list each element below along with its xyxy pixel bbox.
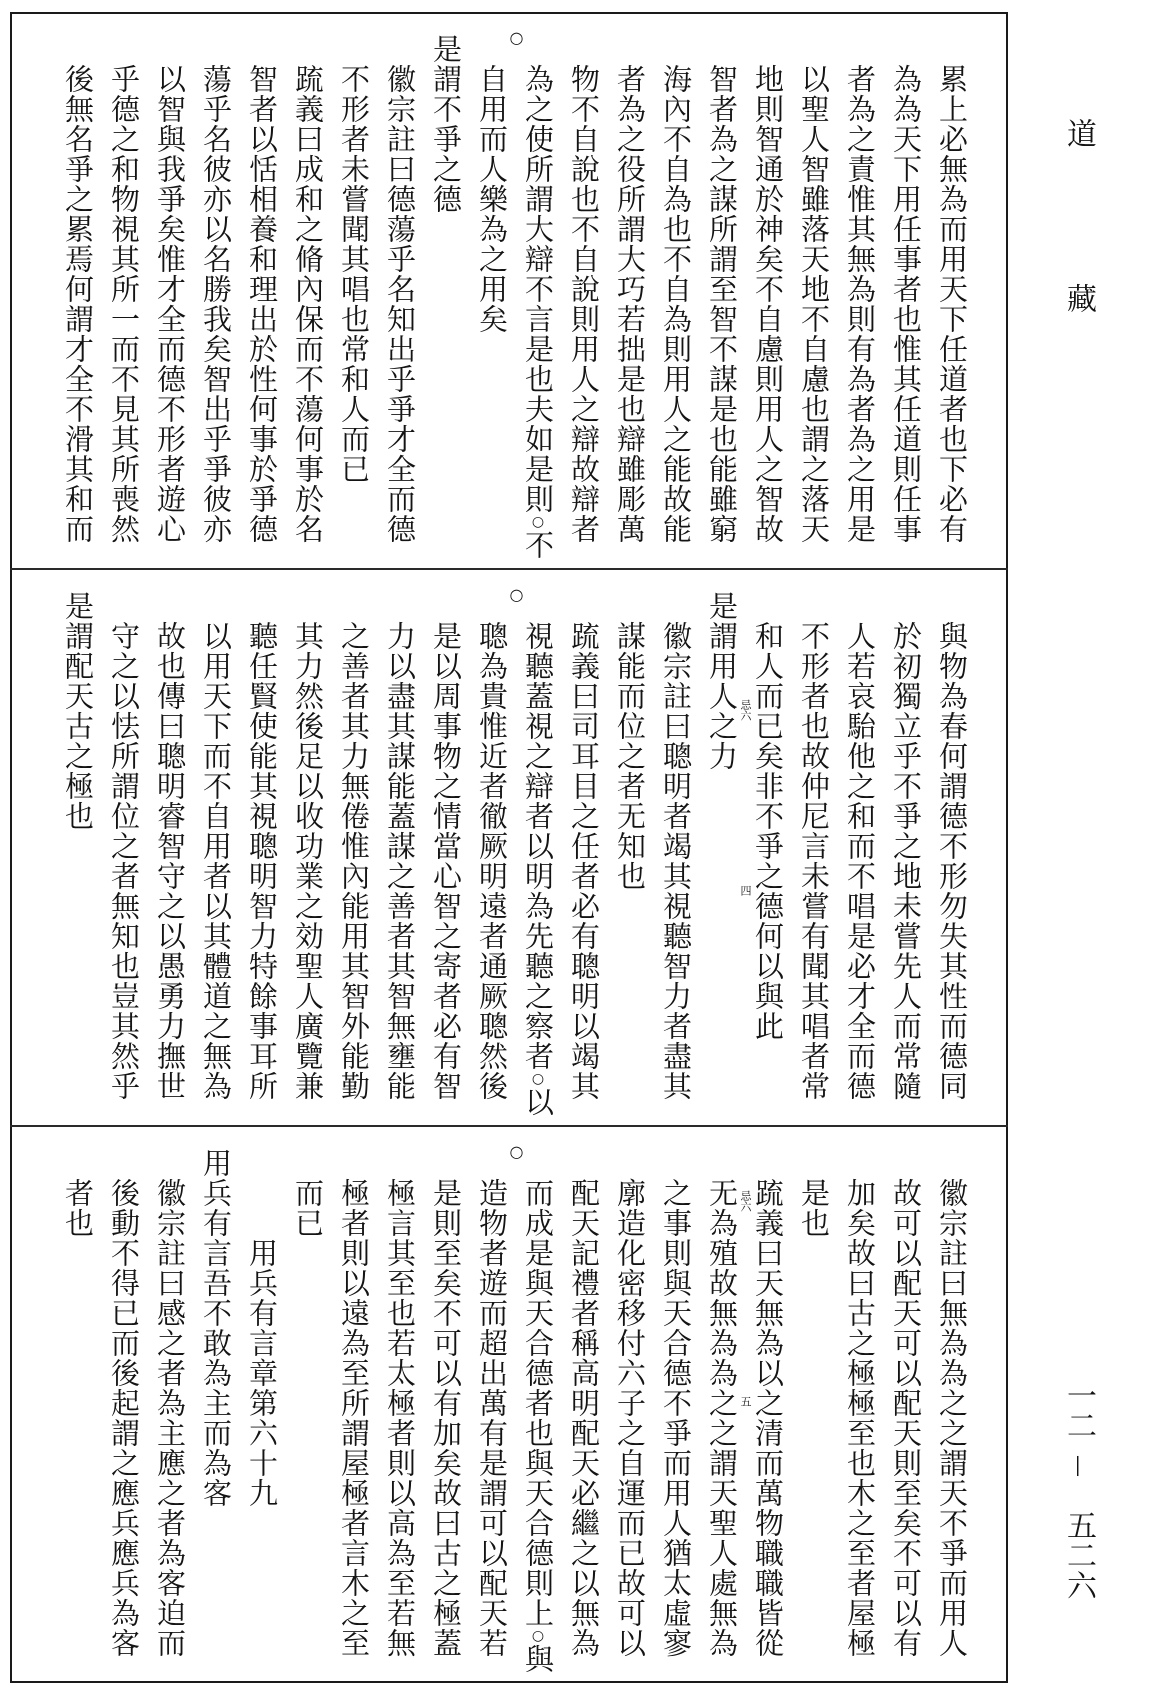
text-column: 以聖人智雖落天地不自慮也謂之落天: [797, 64, 831, 544]
text-column: 乎德之和物視其所一而不見其所喪然: [107, 64, 141, 544]
text-column: 後動不得已而後起謂之應兵應兵為客: [107, 1178, 141, 1658]
column-text: 為之使所謂大辯不言是也夫如是則: [521, 64, 555, 514]
circle-mark: ○: [530, 1628, 546, 1644]
text-column: 而已: [291, 1178, 325, 1238]
text-column: 蕩乎名彼亦以名勝我矣智出乎爭彼亦: [199, 64, 233, 544]
column-text: 與: [521, 1644, 555, 1674]
annotation-note: 忌六: [739, 1190, 752, 1212]
column-text: 不: [521, 530, 555, 560]
text-column: 是則至矣不可以有加矣故曰古之極蓋: [429, 1178, 463, 1658]
text-column: 極者則以遠為至所謂屋極者言木之至: [337, 1178, 371, 1658]
text-column: 為為天下用任事者也惟其任道則任事: [889, 64, 923, 544]
scripture-column: 用兵有言吾不敢為主而為客: [199, 1148, 233, 1508]
scripture-column: 是謂不爭之德: [429, 34, 463, 214]
text-column: 之善者其力無倦惟內能用其智外能勤: [337, 621, 371, 1101]
volume-number: 一二: [1061, 1380, 1096, 1440]
text-column: 力以盡其謀能蓋謀之善者其智無壅能: [383, 621, 417, 1101]
text-column: 聽任賢使能其視聰明智力特餘事耳所: [245, 621, 279, 1101]
text-column: 和人而已矣非不爭之德何以與此: [751, 621, 785, 1041]
text-column: 造物者遊而超出萬有是謂可以配天若: [475, 1178, 509, 1658]
text-column: [518, 64, 558, 560]
text-column: 以用天下而不自用者以其體道之無為: [199, 621, 233, 1101]
text-column: 不形者未嘗聞其唱也常和人而已: [337, 64, 371, 484]
text-column: 徽宗註曰德蕩乎名知出乎爭才全而德: [383, 64, 417, 544]
text-column: 謀能而位之者无知也: [613, 621, 647, 891]
text-column: 不形者也故仲尼言未嘗有聞其唱者常: [797, 621, 831, 1101]
text-column: 自用而人樂為之用矣: [475, 64, 509, 334]
page-number-separator: —: [1066, 1455, 1091, 1477]
text-column: 者也: [61, 1178, 95, 1238]
column-text: 視聽蓋視之辯者以明為先聽之察者: [521, 621, 555, 1071]
column-text: 以: [521, 1087, 555, 1117]
text-column: 海內不自為也不自為則用人之能故能: [659, 64, 693, 544]
text-column: [518, 621, 558, 1117]
text-column: 以智與我爭矣惟才全而德不形者遊心: [153, 64, 187, 544]
text-column: 䟽義曰成和之脩內保而不蕩何事於名: [291, 64, 325, 544]
text-column: 極言其至也若太極者則以高為至若無: [383, 1178, 417, 1658]
text-column: 故可以配天可以配天則至矣不可以有: [889, 1178, 923, 1658]
text-column: 䟽義曰天無為以之清而萬物職職皆從: [751, 1178, 785, 1658]
text-column: 地則智通於神矣不自慮則用人之智故: [751, 64, 785, 544]
text-column: 其力然後足以收功業之効聖人廣覽兼: [291, 621, 325, 1101]
text-column: [518, 1178, 558, 1674]
annotation-note: 五: [739, 1396, 752, 1407]
text-column: 之事則與天合德不爭而用人猶太虛寥: [659, 1178, 693, 1658]
register-middle: [10, 569, 1008, 1126]
text-column: 物不自說也不自說則用人之辯故辯者: [567, 64, 601, 544]
text-column: 加矣故曰古之極極至也木之至者屋極: [843, 1178, 877, 1658]
text-column: 守之以怯所謂位之者無知也豈其然乎: [107, 621, 141, 1101]
register-top: [10, 12, 1008, 569]
text-column: 无為殖故無為為之之謂天聖人處無為: [705, 1178, 739, 1658]
text-column: 徽宗註曰感之者為主應之者為客迫而: [153, 1178, 187, 1658]
page-number: 五二六: [1061, 1510, 1096, 1600]
text-column: 徽宗註曰聰明者竭其視聽智力者盡其: [659, 621, 693, 1101]
text-column: 聰為貴惟近者徹厥明遠者通厥聰然後: [475, 621, 509, 1101]
circle-mark: ○: [507, 28, 526, 47]
text-column: 者為之役所謂大巧若拙是也辯雖彫萬: [613, 64, 647, 544]
text-column: 配天記禮者稱高明配天必繼之以無為: [567, 1178, 601, 1658]
text-column: 累上必無為而用天下任道者也下必有: [935, 64, 969, 544]
text-column: 廓造化密移付六子之自運而已故可以: [613, 1178, 647, 1658]
collection-title-char: 藏: [1061, 283, 1096, 313]
text-column: 後無名爭之累焉何謂才全不滑其和而: [61, 64, 95, 544]
text-column: 於初獨立乎不爭之地未嘗先人而常隨: [889, 621, 923, 1101]
text-column: 故也傳曰聰明睿智守之以愚勇力撫世: [153, 621, 187, 1101]
text-column: 䟽義曰司耳目之任者必有聰明以竭其: [567, 621, 601, 1101]
column-text: 而成是與天合德者也與天合德則上: [521, 1178, 555, 1628]
text-column: 智者以恬相養和理出於性何事於爭德: [245, 64, 279, 544]
circle-mark: ○: [507, 585, 526, 604]
text-column: 智者為之謀所謂至智不謀是也能雖窮: [705, 64, 739, 544]
scripture-column: 是謂配天古之極也: [61, 591, 95, 831]
text-column: 者為之責惟其無為則有為者為之用是: [843, 64, 877, 544]
text-column: 是以周事物之情當心智之寄者必有智: [429, 621, 463, 1101]
text-column: 徽宗註曰無為為之之謂天不爭而用人: [935, 1178, 969, 1658]
text-column: 是也: [797, 1178, 831, 1238]
annotation-note: 四: [739, 885, 752, 896]
chapter-title: 用兵有言章第六十九: [245, 1238, 279, 1508]
scripture-column: 是謂用人之力: [705, 591, 739, 771]
collection-title-char: 道: [1061, 118, 1096, 148]
register-bottom: [10, 1126, 1008, 1683]
text-column: 人若哀駘他之和而不唱是必才全而德: [843, 621, 877, 1101]
circle-mark: ○: [507, 1142, 526, 1161]
annotation-note: 忌六: [739, 699, 752, 721]
text-column: 與物為春何謂德不形勿失其性而德同: [935, 621, 969, 1101]
circle-mark: ○: [530, 1071, 546, 1087]
circle-mark: ○: [530, 514, 546, 530]
